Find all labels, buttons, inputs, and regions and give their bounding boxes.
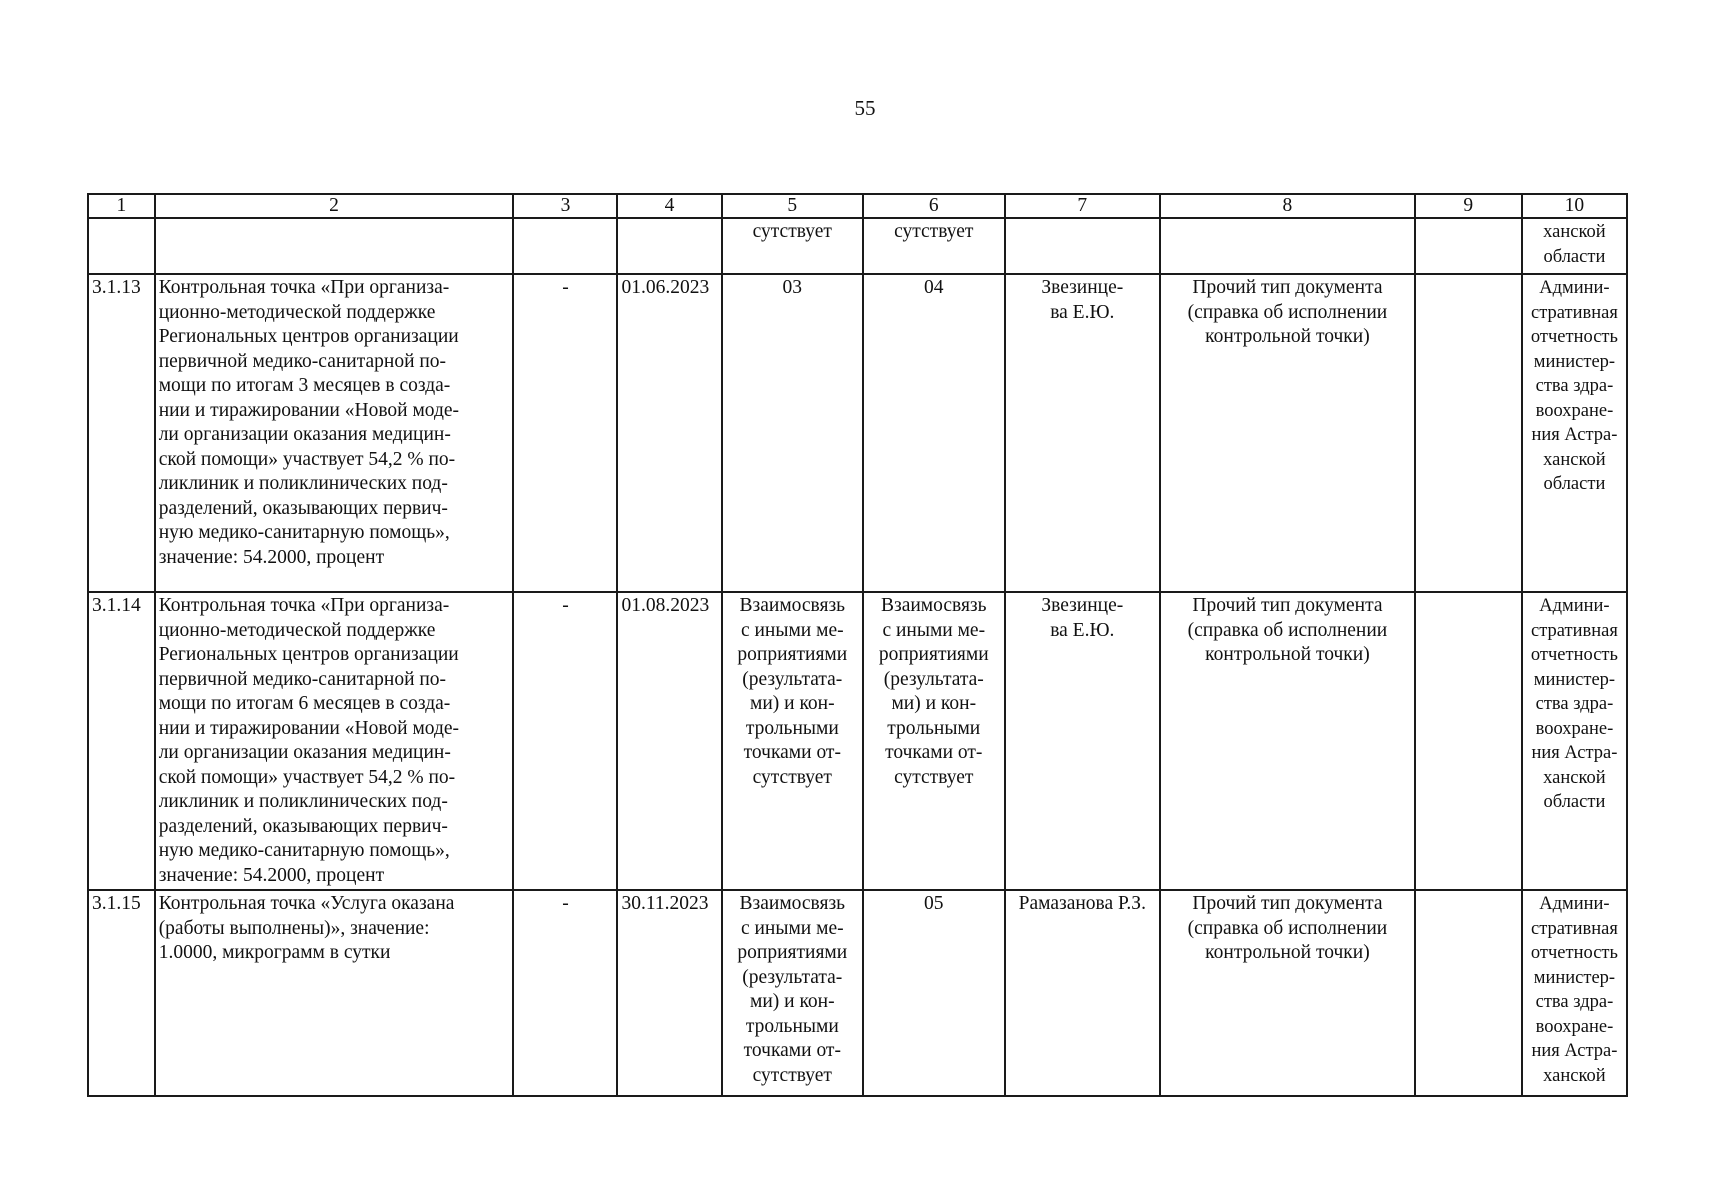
relation-line: сутствует bbox=[752, 1064, 832, 1086]
description-line: нии и тиражировании «Новой моде- bbox=[158, 399, 460, 421]
document-line: Прочий тип документа bbox=[1192, 893, 1383, 914]
description-line: Региональных центров организации bbox=[158, 644, 459, 665]
relation-line: Взаимосвязь bbox=[880, 595, 987, 616]
description-line: ли организации оказания медицин- bbox=[158, 424, 451, 445]
description-line: ционно-методической поддержке bbox=[158, 619, 436, 641]
responsible-line: ва Е.Ю. bbox=[1050, 301, 1115, 323]
reporting-line: министер- bbox=[1533, 669, 1616, 690]
relation-line: 03 bbox=[782, 277, 803, 298]
date-cell: 01.06.2023 bbox=[617, 274, 721, 592]
relation-line: трольными bbox=[745, 1015, 839, 1037]
description-cell bbox=[155, 274, 514, 592]
reporting-line: отчетность bbox=[1530, 645, 1618, 665]
relation-line: сутствует bbox=[752, 766, 832, 788]
dash-cell: - bbox=[513, 890, 617, 1096]
relation-line: 04 bbox=[924, 277, 944, 298]
description-line: первичной медико-санитарной по- bbox=[158, 350, 447, 372]
date-cell: 30.11.2023 bbox=[617, 890, 721, 1096]
reporting-line: области bbox=[1543, 792, 1606, 812]
reporting-line: ния Астра- bbox=[1531, 743, 1618, 763]
description-line: значение: 54.2000, процент bbox=[158, 864, 385, 886]
reporting-line: министер- bbox=[1533, 351, 1616, 372]
reporting-line: ханской bbox=[1543, 222, 1606, 242]
description-line: Контрольная точка «При организа- bbox=[158, 595, 450, 616]
table-cell bbox=[617, 218, 721, 274]
reporting-line: ства здра- bbox=[1535, 694, 1614, 714]
column-number-row bbox=[88, 194, 1627, 218]
description-line: Контрольная точка «При организа- bbox=[158, 277, 450, 298]
reporting-line: стративная bbox=[1531, 918, 1618, 939]
row-id: 3.1.15 bbox=[88, 890, 155, 1096]
description-line: разделений, оказывающих первич- bbox=[158, 497, 448, 519]
relation-line: с иными ме- bbox=[740, 917, 844, 939]
document-line: Прочий тип документа bbox=[1192, 595, 1383, 616]
reporting-line: ства здра- bbox=[1535, 992, 1614, 1012]
column-number: 6 bbox=[863, 194, 1004, 218]
description-line: ную медико-санитарную помощь», bbox=[158, 522, 450, 543]
relation-line: ми) и кон- bbox=[749, 991, 835, 1012]
column-number: 9 bbox=[1415, 194, 1522, 218]
description-line: ционно-методической поддержке bbox=[158, 301, 436, 323]
row-id: 3.1.14 bbox=[88, 592, 155, 890]
column-number: 1 bbox=[88, 194, 155, 218]
row-id: 3.1.13 bbox=[88, 274, 155, 592]
table-row bbox=[88, 890, 1627, 1096]
reporting-cell bbox=[1522, 274, 1627, 592]
reporting-line: стративная bbox=[1531, 302, 1618, 323]
reporting-line: ханской bbox=[1543, 1065, 1606, 1086]
reporting-line: Админи- bbox=[1539, 894, 1610, 914]
date-cell: 01.08.2023 bbox=[617, 592, 721, 890]
empty-cell bbox=[1415, 592, 1522, 890]
description-line: ликлиник и поликлинических под- bbox=[158, 791, 448, 812]
reporting-line: воохране- bbox=[1535, 400, 1614, 421]
description-line: первичной медико-санитарной по- bbox=[158, 668, 447, 690]
reporting-line: стративная bbox=[1531, 620, 1618, 641]
description-cell bbox=[155, 592, 514, 890]
column-number: 8 bbox=[1160, 194, 1415, 218]
description-line: нии и тиражировании «Новой моде- bbox=[158, 717, 460, 739]
column-number: 2 bbox=[155, 194, 514, 218]
empty-cell bbox=[1415, 274, 1522, 592]
description-line: Региональных центров организации bbox=[158, 326, 459, 347]
table-cell bbox=[155, 218, 514, 274]
reporting-line: воохране- bbox=[1535, 1016, 1614, 1037]
reporting-line: ханской bbox=[1543, 767, 1606, 788]
relation-line: трольными bbox=[887, 717, 981, 739]
description-line: ли организации оказания медицин- bbox=[158, 742, 451, 763]
reporting-line: отчетность bbox=[1530, 943, 1618, 963]
reporting-line: воохране- bbox=[1535, 718, 1614, 739]
description-line: ликлиник и поликлинических под- bbox=[158, 473, 448, 494]
document-line: (справка об исполнении bbox=[1187, 917, 1388, 939]
relation-line: с иными ме- bbox=[740, 619, 844, 641]
reporting-cell bbox=[1522, 592, 1627, 890]
column-number: 10 bbox=[1522, 194, 1627, 218]
relation-cell bbox=[722, 274, 863, 592]
document-line: контрольной точки) bbox=[1205, 326, 1370, 347]
reporting-line: ства здра- bbox=[1535, 376, 1614, 396]
table-row bbox=[88, 592, 1627, 890]
description-line: (работы выполнены)», значение: bbox=[158, 917, 430, 939]
document-line: контрольной точки) bbox=[1205, 644, 1370, 665]
description-line: ской помощи» участвует 54,2 % по- bbox=[158, 766, 456, 788]
responsible-cell bbox=[1005, 274, 1161, 592]
document-line: (справка об исполнении bbox=[1187, 301, 1388, 323]
relation-line: точками от- bbox=[743, 742, 841, 763]
relation-cell bbox=[863, 890, 1004, 1096]
table-row bbox=[88, 274, 1627, 592]
table-cell bbox=[1415, 218, 1522, 274]
reporting-cell bbox=[1522, 890, 1627, 1096]
relation-line: ми) и кон- bbox=[891, 693, 977, 714]
reporting-line: ния Астра- bbox=[1531, 425, 1618, 445]
document-type-cell bbox=[1160, 890, 1415, 1096]
description-line: разделений, оказывающих первич- bbox=[158, 815, 448, 837]
table-cell bbox=[1160, 218, 1415, 274]
reporting-line: ния Астра- bbox=[1531, 1041, 1618, 1061]
responsible-cell bbox=[1005, 592, 1161, 890]
relation-line: 05 bbox=[924, 893, 944, 914]
table-cell bbox=[513, 218, 617, 274]
document-type-cell bbox=[1160, 592, 1415, 890]
relation-cell: сутствует bbox=[863, 218, 1004, 274]
reporting-line: отчетность bbox=[1530, 327, 1618, 347]
relation-line: Взаимосвязь bbox=[739, 595, 846, 616]
dash-cell: - bbox=[513, 592, 617, 890]
relation-line: (результата- bbox=[742, 966, 843, 988]
column-number: 4 bbox=[617, 194, 721, 218]
description-cell bbox=[155, 890, 514, 1096]
relation-cell bbox=[863, 274, 1004, 592]
reporting-cell bbox=[1522, 218, 1627, 274]
description-line: мощи по итогам 6 месяцев в созда- bbox=[158, 693, 451, 714]
relation-line: (результата- bbox=[742, 668, 843, 690]
relation-line: роприятиями bbox=[737, 644, 848, 665]
description-line: ную медико-санитарную помощь», bbox=[158, 840, 450, 861]
description-line: значение: 54.2000, процент bbox=[158, 546, 385, 568]
responsible-line: Звезинце- bbox=[1041, 595, 1124, 616]
relation-line: роприятиями bbox=[737, 942, 848, 963]
reporting-line: области bbox=[1543, 474, 1606, 494]
page-number: 55 bbox=[854, 96, 876, 120]
relation-line: Взаимосвязь bbox=[739, 893, 846, 914]
table-cell bbox=[1005, 218, 1161, 274]
document-type-cell bbox=[1160, 274, 1415, 592]
responsible-line: Рамазанова Р.З. bbox=[1018, 893, 1146, 914]
document-line: Прочий тип документа bbox=[1192, 277, 1383, 298]
responsible-cell bbox=[1005, 890, 1161, 1096]
document-line: контрольной точки) bbox=[1205, 942, 1370, 963]
relation-line: (результата- bbox=[883, 668, 984, 690]
relation-line: сутствует bbox=[894, 766, 974, 788]
relation-line: с иными ме- bbox=[882, 619, 986, 641]
table-cell bbox=[88, 218, 155, 274]
dash-cell: - bbox=[513, 274, 617, 592]
description-line: Контрольная точка «Услуга оказана bbox=[158, 893, 455, 914]
reporting-line: Админи- bbox=[1539, 596, 1610, 616]
relation-cell: сутствует bbox=[722, 218, 863, 274]
relation-line: роприятиями bbox=[878, 644, 989, 665]
relation-line: точками от- bbox=[885, 742, 983, 763]
description-line: ской помощи» участвует 54,2 % по- bbox=[158, 448, 456, 470]
reporting-line: области bbox=[1543, 246, 1606, 267]
description-line: мощи по итогам 3 месяцев в созда- bbox=[158, 375, 451, 396]
table-body bbox=[88, 274, 1627, 1096]
reporting-line: ханской bbox=[1543, 449, 1606, 470]
continuation-row bbox=[88, 218, 1627, 274]
relation-line: точками от- bbox=[743, 1040, 841, 1061]
column-number: 7 bbox=[1005, 194, 1161, 218]
relation-cell bbox=[722, 890, 863, 1096]
column-number: 3 bbox=[513, 194, 617, 218]
relation-line: ми) и кон- bbox=[749, 693, 835, 714]
responsible-line: Звезинце- bbox=[1041, 277, 1124, 298]
relation-line: трольными bbox=[745, 717, 839, 739]
reporting-line: Админи- bbox=[1539, 278, 1610, 298]
document-line: (справка об исполнении bbox=[1187, 619, 1388, 641]
description-line: 1.0000, микрограмм в сутки bbox=[158, 942, 391, 963]
control-points-table bbox=[87, 193, 1628, 1097]
relation-cell bbox=[863, 592, 1004, 890]
reporting-line: министер- bbox=[1533, 967, 1616, 988]
empty-cell bbox=[1415, 890, 1522, 1096]
relation-cell bbox=[722, 592, 863, 890]
responsible-line: ва Е.Ю. bbox=[1050, 619, 1115, 641]
column-number: 5 bbox=[722, 194, 863, 218]
